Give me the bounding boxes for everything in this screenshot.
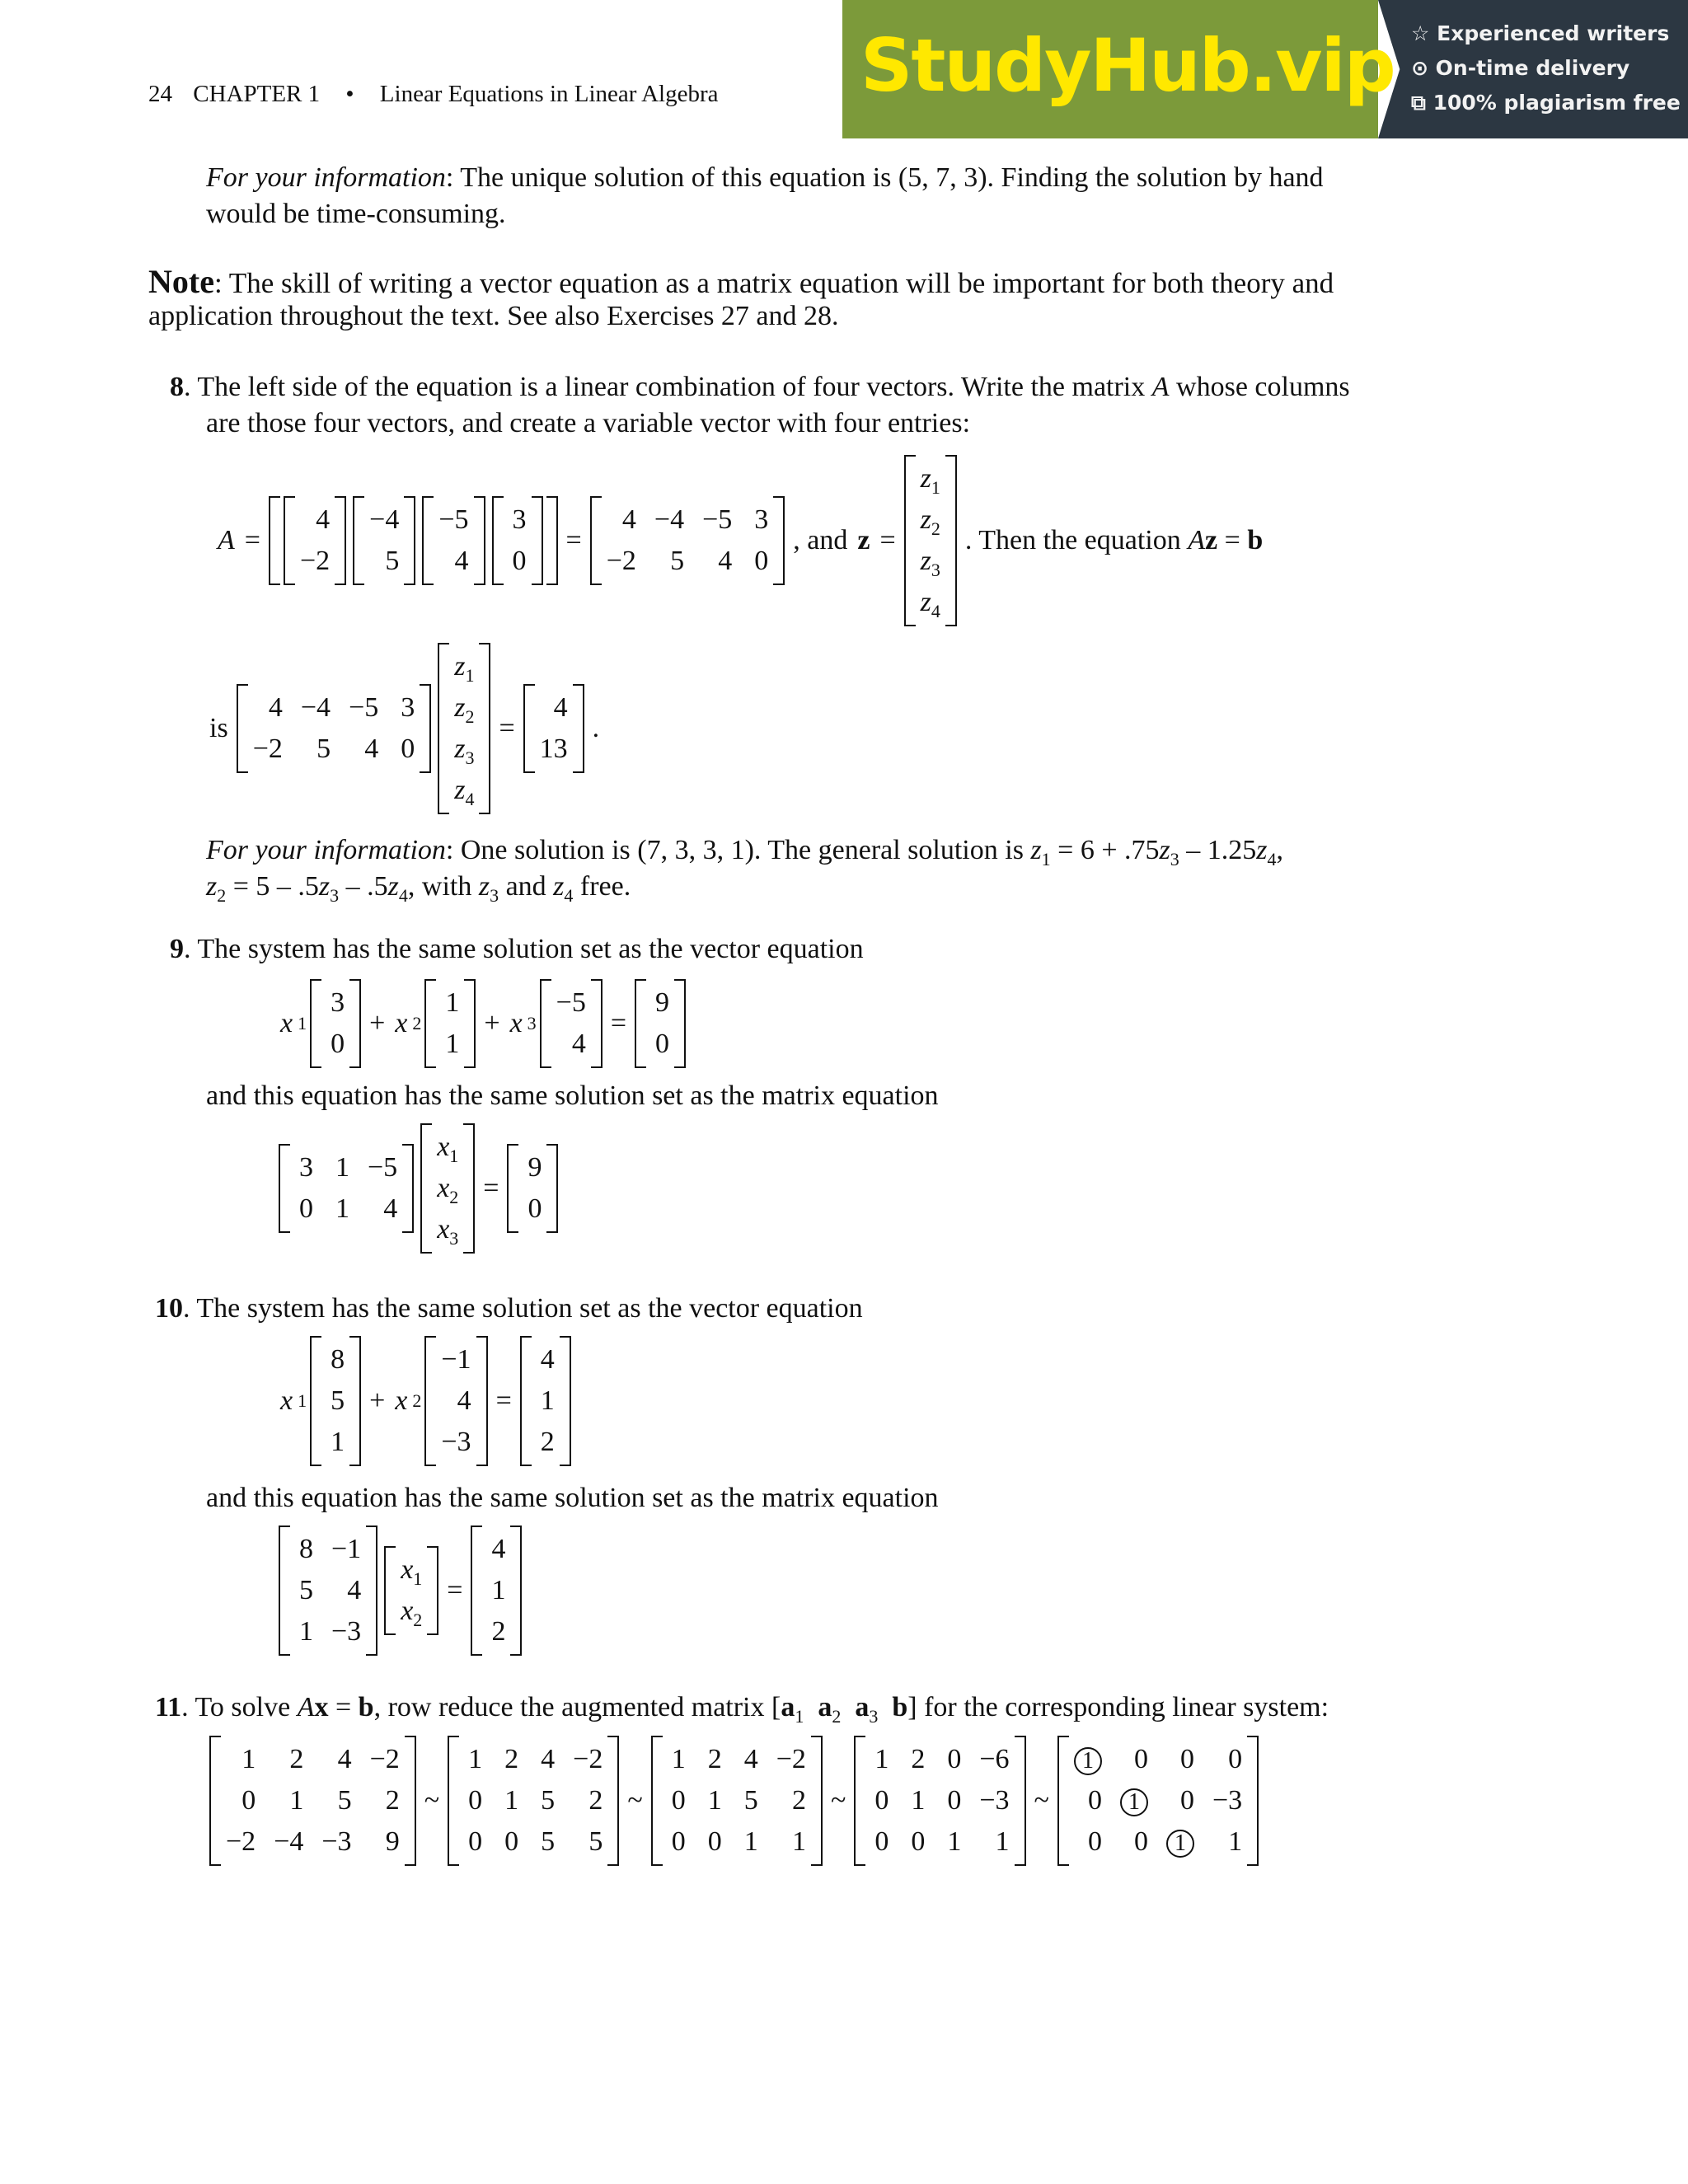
chapter-title: Linear Equations in Linear Algebra — [379, 81, 719, 107]
outer-bracket-matrix — [269, 496, 558, 585]
vector-rhs-entry: 9 — [528, 1152, 542, 1183]
vector-rhs — [471, 1526, 522, 1656]
augmented-matrix-3-entry: 1 — [743, 1826, 758, 1857]
vector-z-entry: $z_1$ — [920, 463, 940, 498]
augmented-matrix-2-entry: 5 — [541, 1826, 556, 1857]
vector-col-1 — [284, 496, 346, 585]
matrix-a-entry: −2 — [252, 733, 283, 764]
augmented-matrix-3-entry: 5 — [743, 1785, 758, 1816]
vector-z-entry: $z_2$ — [920, 504, 940, 539]
exercise-8-fyi-line2: $z_2 = 5 - .5z_3 - .5z_4$, with $z_3$ and $z_4$ free. — [206, 871, 631, 906]
header-bullet: • — [345, 81, 354, 107]
vector-3-entry: 4 — [571, 1029, 586, 1059]
augmented-matrix-1-entry: 1 — [241, 1744, 256, 1774]
augmented-matrix-3-entry: −2 — [776, 1744, 806, 1774]
augmented-matrix-1 — [209, 1736, 416, 1866]
augmented-matrix-3-entry: 2 — [707, 1744, 722, 1774]
augmented-matrix-2 — [448, 1736, 619, 1866]
vector-1 — [310, 979, 361, 1068]
coefficient-matrix-entry: −1 — [331, 1534, 362, 1564]
vector-1 — [310, 1336, 361, 1466]
vector-2 — [424, 1336, 487, 1466]
augmented-matrix-1-entry: 4 — [337, 1744, 352, 1774]
exercise-8-intro: 8. The left side of the equation is a linear combination of four vectors. Write the matrix A whose columns — [170, 372, 1350, 402]
coefficient-matrix — [279, 1526, 377, 1656]
augmented-matrix-2-entry: 0 — [468, 1826, 483, 1857]
augmented-matrix-3-entry: 1 — [707, 1785, 722, 1816]
copy-icon: ⧉ — [1411, 91, 1426, 115]
coefficient-matrix-entry: 5 — [299, 1575, 313, 1605]
matrix-a-entry: −4 — [300, 692, 331, 723]
exercise-10-matrix-text: and this equation has the same solution set as the matrix equation — [206, 1483, 939, 1513]
augmented-matrix-4-entry: −6 — [979, 1744, 1010, 1774]
vector-z — [904, 455, 957, 626]
augmented-matrix-5 — [1057, 1736, 1259, 1866]
exercise-9-intro: 9. The system has the same solution set as the vector equation — [170, 934, 864, 964]
augmented-matrix-1-entry: −2 — [226, 1826, 256, 1857]
augmented-matrix-2-entry: −2 — [573, 1744, 603, 1774]
feature-on-time: ⊙ On-time delivery — [1411, 56, 1630, 80]
augmented-matrix-2-entry: 1 — [468, 1744, 483, 1774]
augmented-matrix-2-entry: 0 — [504, 1826, 519, 1857]
feature-plagiarism: ⧉ 100% plagiarism free — [1411, 91, 1681, 115]
coefficient-matrix-entry: 1 — [335, 1152, 349, 1183]
augmented-matrix-4 — [854, 1736, 1025, 1866]
vector-z-entry: $z_2$ — [454, 692, 475, 727]
fyi-unique-solution-line2: would be time-consuming. — [206, 199, 506, 229]
vector-rhs-entry: 1 — [540, 1385, 555, 1416]
matrix-a-entry: 3 — [754, 504, 769, 535]
exercise-11-intro: 11. To solve Ax = b, row reduce the augmented matrix [$a_1$ $a_2$ $a_3$ b] for the corresponding linear system: — [155, 1692, 1329, 1727]
matrix-a-entry: 0 — [401, 733, 415, 764]
exercise-9-matrix-equation: 3 0 1 1 −5 4 $x_1$ $x_2$ $x_3$ = 9 0 — [275, 1122, 561, 1254]
matrix-a-entry: 5 — [670, 546, 685, 576]
augmented-matrix-5-entry: 1 — [1228, 1826, 1243, 1857]
augmented-matrix-2-entry: 0 — [468, 1785, 483, 1816]
augmented-matrix-5-entry: 0 — [1133, 1826, 1148, 1857]
vector-x-entry: $x_2$ — [401, 1596, 423, 1630]
augmented-matrix-5-entry: 0 — [1087, 1785, 1102, 1816]
coefficient-matrix-entry: 1 — [335, 1193, 349, 1224]
feature-experienced: ☆ Experienced writers — [1411, 21, 1670, 45]
vector-rhs-entry: 4 — [491, 1534, 506, 1564]
augmented-matrix-4-entry: −3 — [979, 1785, 1010, 1816]
coefficient-matrix-entry: 0 — [299, 1193, 313, 1224]
augmented-matrix-2-entry: 4 — [541, 1744, 556, 1774]
augmented-matrix-3-entry: 0 — [671, 1826, 686, 1857]
augmented-matrix-3 — [651, 1736, 823, 1866]
augmented-matrix-4-entry: 0 — [947, 1744, 962, 1774]
vector-x — [420, 1123, 475, 1254]
vector-rhs — [520, 1336, 571, 1466]
vector-z — [438, 643, 490, 814]
coefficient-matrix-entry: 1 — [299, 1616, 313, 1647]
augmented-matrix-2-entry: 1 — [504, 1785, 519, 1816]
vector-rhs-entry: 4 — [540, 1344, 555, 1375]
augmented-matrix-1-entry: 5 — [337, 1785, 352, 1816]
augmented-matrix-2-entry: 5 — [541, 1785, 556, 1816]
augmented-matrix-1-entry: −2 — [369, 1744, 400, 1774]
vector-2-entry: −1 — [441, 1344, 471, 1375]
vector-x-entry: $x_1$ — [437, 1132, 459, 1166]
matrix-a-entry: −5 — [702, 504, 733, 535]
vector-col-3 — [422, 496, 485, 585]
vector-z-entry: $z_3$ — [454, 733, 475, 768]
exercise-10-intro: 10. The system has the same solution set as the vector equation — [155, 1293, 863, 1324]
augmented-matrix-1-entry: 9 — [385, 1826, 400, 1857]
exercise-8-intro-line2: are those four vectors, and create a variable vector with four entries: — [206, 408, 971, 438]
vector-1-entry: 5 — [331, 1385, 345, 1416]
augmented-matrix-3-entry: 1 — [671, 1744, 686, 1774]
pivot-circle: 1 — [1074, 1747, 1102, 1775]
augmented-matrix-4-entry: 0 — [911, 1826, 926, 1857]
studyhub-logo[interactable]: StudyHub.vip — [860, 23, 1395, 108]
augmented-matrix-3-entry: 0 — [671, 1785, 686, 1816]
chapter-label: CHAPTER 1 — [193, 81, 321, 107]
vector-col-4 — [492, 496, 543, 585]
augmented-matrix-5-entry: 0 — [1133, 1744, 1148, 1774]
coefficient-matrix-entry: 8 — [299, 1534, 313, 1564]
augmented-matrix-1-entry: 1 — [289, 1785, 304, 1816]
augmented-matrix-4-entry: 1 — [911, 1785, 926, 1816]
vector-z-entry: $z_1$ — [454, 651, 475, 686]
vector-col-2-entry: −4 — [369, 504, 400, 535]
coefficient-matrix-entry: 4 — [347, 1575, 362, 1605]
note-paragraph-line2: application throughout the text. See also Exercises 27 and 28. — [148, 301, 839, 331]
matrix-a-entry: 4 — [268, 692, 283, 723]
clock-icon: ⊙ — [1411, 56, 1428, 80]
vector-z-entry: $z_3$ — [920, 546, 940, 580]
pivot-circle: 1 — [1166, 1830, 1194, 1858]
augmented-matrix-1-entry: −4 — [274, 1826, 304, 1857]
vector-col-4-entry: 0 — [512, 546, 527, 576]
vector-1-entry: 1 — [331, 1427, 345, 1457]
vector-3-entry: −5 — [556, 987, 586, 1018]
matrix-a-entry: −5 — [349, 692, 379, 723]
exercise-9-vector-equation: x 1 3 0 + x 2 1 1 + x 3 −5 4 = 9 0 — [275, 976, 689, 1071]
exercise-8-fyi: For your information: One solution is (7, 3, 3, 1). The general solution is $z_1 = 6 + .75z_3 - 1.25z_4$, — [206, 835, 1283, 869]
vector-x-entry: $x_3$ — [437, 1214, 459, 1249]
vector-z-entry: $z_4$ — [454, 775, 475, 809]
vector-col-3-entry: −5 — [438, 504, 469, 535]
augmented-matrix-1-entry: −3 — [321, 1826, 352, 1857]
vector-2-entry: −3 — [441, 1427, 471, 1457]
coefficient-matrix — [279, 1144, 414, 1233]
augmented-matrix-3-entry: 2 — [791, 1785, 806, 1816]
vector-1-entry: 8 — [331, 1344, 345, 1375]
augmented-matrix-3-entry: 0 — [707, 1826, 722, 1857]
vector-rhs-entry: 0 — [655, 1029, 670, 1059]
augmented-matrix-5-entry — [1120, 1780, 1148, 1821]
matrix-a-entry: 4 — [364, 733, 379, 764]
matrix-a-entry: 5 — [316, 733, 331, 764]
vector-1-entry: 0 — [331, 1029, 345, 1059]
vector-b — [523, 684, 584, 773]
matrix-a — [237, 684, 432, 773]
augmented-matrix-5-entry: 0 — [1087, 1826, 1102, 1857]
augmented-matrix-5-entry: 0 — [1179, 1744, 1194, 1774]
augmented-matrix-5-entry: 0 — [1228, 1744, 1243, 1774]
pivot-circle: 1 — [1120, 1788, 1148, 1816]
augmented-matrix-4-entry: 0 — [947, 1785, 962, 1816]
augmented-matrix-4-entry: 1 — [995, 1826, 1010, 1857]
vector-x-entry: $x_2$ — [437, 1173, 459, 1207]
coefficient-matrix-entry: 3 — [299, 1152, 313, 1183]
augmented-matrix-4-entry: 2 — [911, 1744, 926, 1774]
augmented-matrix-4-entry: 0 — [874, 1826, 889, 1857]
augmented-matrix-5-entry: 0 — [1179, 1785, 1194, 1816]
augmented-matrix-5-entry — [1166, 1821, 1194, 1863]
vector-z-entry: $z_4$ — [920, 587, 940, 621]
augmented-matrix-5-entry — [1074, 1739, 1102, 1780]
vector-2-entry: 1 — [445, 1029, 460, 1059]
matrix-a-entry: −4 — [654, 504, 685, 535]
augmented-matrix-4-entry: 1 — [874, 1744, 889, 1774]
vector-col-2 — [353, 496, 415, 585]
matrix-a-entry: 0 — [754, 546, 769, 576]
vector-rhs-entry: 9 — [655, 987, 670, 1018]
exercise-8-matrix-definition: A = 4 −2 −4 5 −5 4 3 0 = 4 −2 −4 5 −5 4 3 0 , and z = $z_1$ $z_2$ $z_3$ $z_4$ . Then the equation Az = b — [213, 458, 1268, 623]
exercise-11-row-reduction: 1 0 −2 2 1 −4 4 5 −3 −2 2 9 ~ 1 0 0 2 1 0 4 5 5 −2 2 5 ~ 1 0 0 2 1 0 4 5 1 −2 2 1 ~ 1 0 0 2 1 0 0 0 1 −6 −3 1 ~ 1 0 0 0 1 0 0 0 1 0 −3 1 — [206, 1731, 1262, 1871]
vector-x-entry: $x_1$ — [401, 1554, 423, 1589]
augmented-matrix-1-entry: 2 — [385, 1785, 400, 1816]
matrix-a-entry: 4 — [718, 546, 733, 576]
page-header — [148, 76, 718, 112]
vector-col-1-entry: 4 — [316, 504, 331, 535]
exercise-9-matrix-text: and this equation has the same solution set as the matrix equation — [206, 1080, 939, 1111]
augmented-matrix-3-entry: 4 — [743, 1744, 758, 1774]
coefficient-matrix-entry: −5 — [368, 1152, 398, 1183]
vector-3 — [540, 979, 603, 1068]
augmented-matrix-2-entry: 2 — [588, 1785, 603, 1816]
vector-rhs-entry: 0 — [528, 1193, 542, 1224]
vector-rhs-entry: 2 — [491, 1616, 506, 1647]
page-number: 24 — [148, 81, 172, 107]
augmented-matrix-4-entry: 0 — [874, 1785, 889, 1816]
exercise-10-matrix-equation: 8 5 1 −1 4 −3 $x_1$ $x_2$ = 4 1 2 — [275, 1525, 525, 1657]
vector-1-entry: 3 — [331, 987, 345, 1018]
matrix-a-entry: 4 — [621, 504, 636, 535]
augmented-matrix-3-entry: 1 — [791, 1826, 806, 1857]
vector-col-3-entry: 4 — [454, 546, 469, 576]
augmented-matrix-1-entry: 2 — [289, 1744, 304, 1774]
vector-col-1-entry: −2 — [299, 546, 331, 576]
vector-rhs — [507, 1144, 558, 1233]
vector-col-2-entry: 5 — [385, 546, 400, 576]
vector-rhs — [635, 979, 686, 1068]
augmented-matrix-4-entry: 1 — [947, 1826, 962, 1857]
vector-2 — [424, 979, 476, 1068]
vector-col-4-entry: 3 — [512, 504, 527, 535]
fyi-unique-solution: For your information: The unique solution of this equation is (5, 7, 3). Finding the solution by hand — [206, 162, 1324, 193]
matrix-a-entry: 3 — [401, 692, 415, 723]
coefficient-matrix-entry: −3 — [331, 1616, 362, 1647]
vector-2-entry: 4 — [457, 1385, 471, 1416]
augmented-matrix-2-entry: 5 — [588, 1826, 603, 1857]
vector-b-entry: 13 — [539, 733, 568, 764]
vector-2-entry: 1 — [445, 987, 460, 1018]
augmented-matrix-5-entry: −3 — [1212, 1785, 1243, 1816]
star-icon: ☆ — [1411, 21, 1430, 45]
vector-b-entry: 4 — [553, 692, 568, 723]
exercise-10-vector-equation: x 1 8 5 1 + x 2 −1 4 −3 = 4 1 2 — [275, 1335, 574, 1467]
exercise-8-matrix-equation: is 4 −2 −4 5 −5 4 3 0 $z_1$ $z_2$ $z_3$ $z_4$ = 4 13 . — [204, 638, 604, 819]
augmented-matrix-2-entry: 2 — [504, 1744, 519, 1774]
matrix-a — [590, 496, 785, 585]
vector-rhs-entry: 2 — [540, 1427, 555, 1457]
note-paragraph: Note: The skill of writing a vector equation as a matrix equation will be important for both theory and — [148, 263, 1334, 300]
matrix-a-entry: −2 — [606, 546, 636, 576]
vector-rhs-entry: 1 — [491, 1575, 506, 1605]
coefficient-matrix-entry: 4 — [383, 1193, 398, 1224]
vector-x — [384, 1546, 438, 1635]
augmented-matrix-1-entry: 0 — [241, 1785, 256, 1816]
